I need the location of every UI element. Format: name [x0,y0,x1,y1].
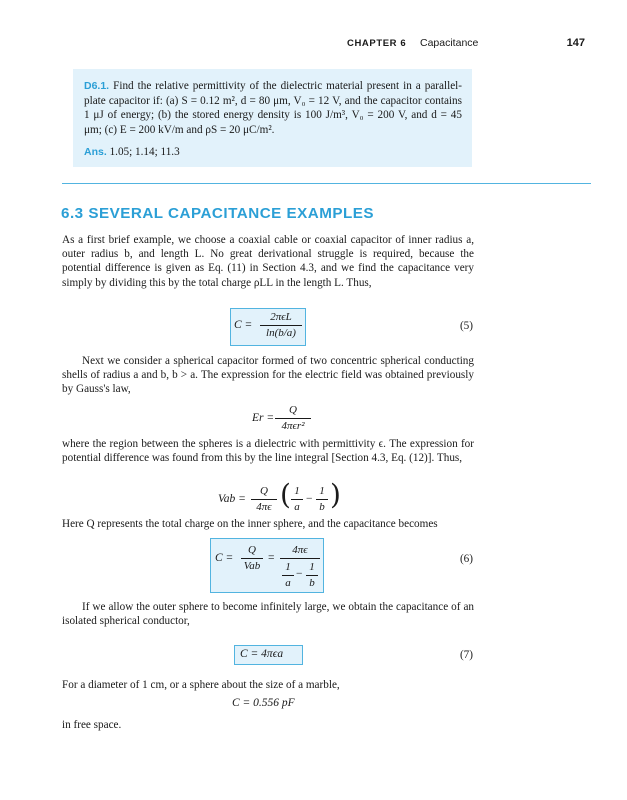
eq6-equals: = [268,552,275,564]
equation-number-7: (7) [459,649,473,661]
eq-er-numerator: Q [289,404,297,416]
section-heading: 6.3 SEVERAL CAPACITANCE EXAMPLES [61,205,375,222]
denominator: b [319,501,325,513]
eq6-one-over-b [306,561,318,590]
eq-er-denominator: 4πϵr² [281,420,305,432]
fraction-bar [282,575,294,576]
fraction-bar [280,558,320,559]
drill-answer [84,145,462,160]
paragraph-infinite-sphere: If we allow the outer sphere to become infinitely large, we obtain the capacitance of an isolated spherical conductor, [62,601,474,628]
right-paren: ) [330,478,341,511]
left-paren: ( [280,478,291,511]
drill-label: D6.1. [84,80,110,92]
paragraph-marble: For a diameter of 1 cm, or a sphere about the size of a marble, [62,679,340,691]
eq-vab-numerator: Q [260,485,268,497]
denominator: a [285,577,291,589]
fraction-bar [241,558,263,559]
paragraph-free-space: in free space. [62,719,122,731]
running-header-title: Capacitance [420,37,479,49]
eq-vab-denominator: 4πϵ [256,501,272,513]
eq-vab-fraction [251,485,277,514]
eq-vab-one-over-b [316,485,328,514]
equation-number-6: (6) [459,553,473,565]
eq7-expression: C = 4πϵa [240,648,284,660]
fraction-bar [260,325,302,326]
eq6-fraction-1 [241,544,263,573]
numerator: 1 [309,561,315,573]
numerator: 4πϵ [292,544,308,556]
drill-text: Find the relative permittivity of the dielectric material present in a parallel-plate capacitor if: (a) S = 0.12 m², d = 80 μm, V₀ = 12 V, and the capacitor contains 1 μJ of energy; (b) the stored energy density is 100 J/m³, V₀ = 200 V, and d = 45 μm; (c) E = 200 kV/m and ρS = 20 μC/m². [84,80,463,136]
numerator: 1 [294,485,300,497]
eq5-denominator: ln(b/a) [266,327,296,339]
eq5-fraction [260,311,302,340]
fraction-bar [306,575,318,576]
fraction-bar [275,418,311,419]
eq5-lhs: C = [234,319,253,331]
minus-sign: − [306,493,313,505]
eq6-one-over-a [282,561,294,590]
paragraph-coaxial: As a first brief example, we choose a coaxial cable or coaxial capacitor of inner radius a, outer radius b, and length L. No great derivational struggle is required, because the potential difference is given as Eq. (11) in Section 4.3, and we find the capacitance very simply by dividing this by the total charge ρLL in the length L. Thus, [62,234,474,289]
minus-sign: − [296,568,303,580]
eq-vab-lhs: Vab = [218,493,246,505]
running-header-chapter: CHAPTER 6 [347,38,407,49]
fraction-bar [316,499,328,500]
eq-er-lhs: Er = [252,412,275,424]
eq6-lhs: C = [215,552,234,564]
paragraph-total-charge: Here Q represents the total charge on the inner sphere, and the capacitance becomes [62,518,438,530]
equation-number-5: (5) [459,320,473,332]
eq-capacitance-value: C = 0.556 pF [232,697,295,709]
fraction-bar [251,499,277,500]
page-number: 147 [566,37,585,49]
paragraph-dielectric: where the region between the spheres is a dielectric with permittivity ϵ. The expression for potential difference was found from this by the line integral [Section 4.3, Eq. (12)]. Thus, [62,438,474,465]
denominator: a [294,501,300,513]
drill-problem-text [84,79,462,137]
eq-vab-one-over-a [291,485,303,514]
denominator: b [309,577,315,589]
eq-er-fraction [275,404,311,433]
eq6-fraction-2 [280,544,320,560]
fraction-bar [291,499,303,500]
section-divider [62,183,591,184]
numerator: Q [248,544,256,556]
drill-problem-box [73,69,472,167]
paragraph-spherical: Next we consider a spherical capacitor formed of two concentric spherical conducting shells of radius a and b, b > a. The expression for the electric field was obtained previously by Gauss's law, [62,355,474,396]
numerator: 1 [319,485,325,497]
denominator: Vab [243,560,261,572]
numerator: 1 [285,561,291,573]
answer-label: Ans. [84,146,107,158]
eq5-numerator: 2πϵL [270,311,292,323]
answer-values: 1.05; 1.14; 11.3 [109,146,180,158]
